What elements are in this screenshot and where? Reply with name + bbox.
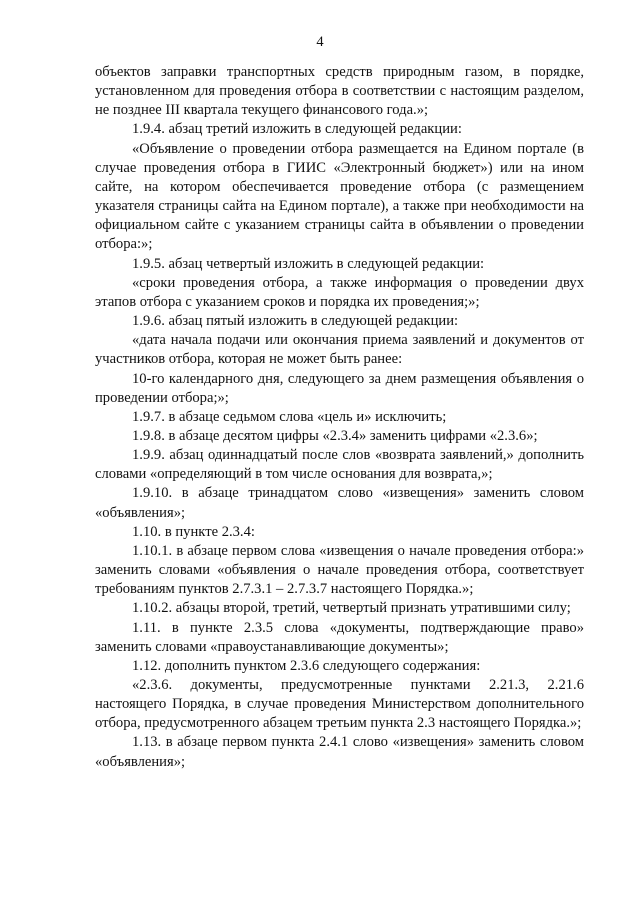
paragraph-1-9-9: 1.9.9. абзац одиннадцатый после слов «возврата заявлений,» дополнить словами «определяющий в том числе основания для возврата,»; — [95, 447, 584, 483]
paragraph-quote-announcement: «Объявление о проведении отбора размещается на Едином портале (в случае проведения отбора в ГИИС «Электронный бюджет») или на ином сайте, на котором обеспечивается проведение отбора (с размещением указателя страницы сайта на Едином портале), а также при необходимости на официальном сайте с указанием страницы сайта в объявлении о проведении отбора:»; — [95, 140, 584, 253]
paragraph-tenth-day: 10-го календарного дня, следующего за днем размещения объявления о проведении отбора;»; — [95, 370, 584, 406]
paragraph-quote-start-date: «дата начала подачи или окончания приема заявлений и документов от участников отбора, которая не может быть ранее: — [95, 332, 584, 368]
paragraph-quote-2-3-6: «2.3.6. документы, предусмотренные пунктами 2.21.3, 2.21.6 настоящего Порядка, в случае проведения Министерством дополнительного отбора, предусмотренного абзацем третьим пункта 2.3 настоящего Порядка.»; — [95, 677, 584, 732]
document-body — [95, 63, 584, 772]
paragraph-1-9-5: 1.9.5. абзац четвертый изложить в следующей редакции: — [132, 255, 485, 272]
paragraph-1-11: 1.11. в пункте 2.3.5 слова «документы, подтверждающие право» заменить словами «правоустанавливающие документы»; — [95, 619, 584, 655]
paragraph-1-9-4: 1.9.4. абзац третий изложить в следующей редакции: — [132, 121, 462, 138]
paragraph-1-10: 1.10. в пункте 2.3.4: — [132, 523, 255, 540]
paragraph-1-9-10: 1.9.10. в абзаце тринадцатом слово «извещения» заменить словом «объявления»; — [95, 485, 584, 521]
page-number: 4 — [316, 34, 324, 50]
paragraph-1-10-2: 1.10.2. абзацы второй, третий, четвертый признать утратившими силу; — [132, 600, 571, 617]
paragraph-1-12: 1.12. дополнить пунктом 2.3.6 следующего содержания: — [132, 657, 481, 674]
paragraph-continuation: объектов заправки транспортных средств природным газом, в порядке, установленном для проведения отбора в соответствии с настоящим разделом, не позднее III квартала текущего финансового года.»; — [95, 64, 584, 119]
paragraph-1-9-8: 1.9.8. в абзаце десятом цифры «2.3.4» заменить цифрами «2.3.6»; — [132, 427, 538, 444]
paragraph-1-9-6: 1.9.6. абзац пятый изложить в следующей редакции: — [132, 313, 459, 330]
paragraph-1-10-1: 1.10.1. в абзаце первом слова «извещения о начале проведения отбора:» заменить словами «объявления о начале проведения отбора, соответствует требованиям пунктов 2.7.3.1 – 2.7.3.7 настоящего Порядка.»; — [95, 542, 584, 598]
paragraph-1-9-7: 1.9.7. в абзаце седьмом слова «цель и» исключить; — [132, 408, 447, 425]
paragraph-1-13: 1.13. в абзаце первом пункта 2.4.1 слово «извещения» заменить словом «объявления»; — [95, 734, 584, 770]
paragraph-quote-deadlines: «сроки проведения отбора, а также информация о проведении двух этапов отбора с указанием сроков и порядка их проведения;»; — [95, 274, 584, 310]
